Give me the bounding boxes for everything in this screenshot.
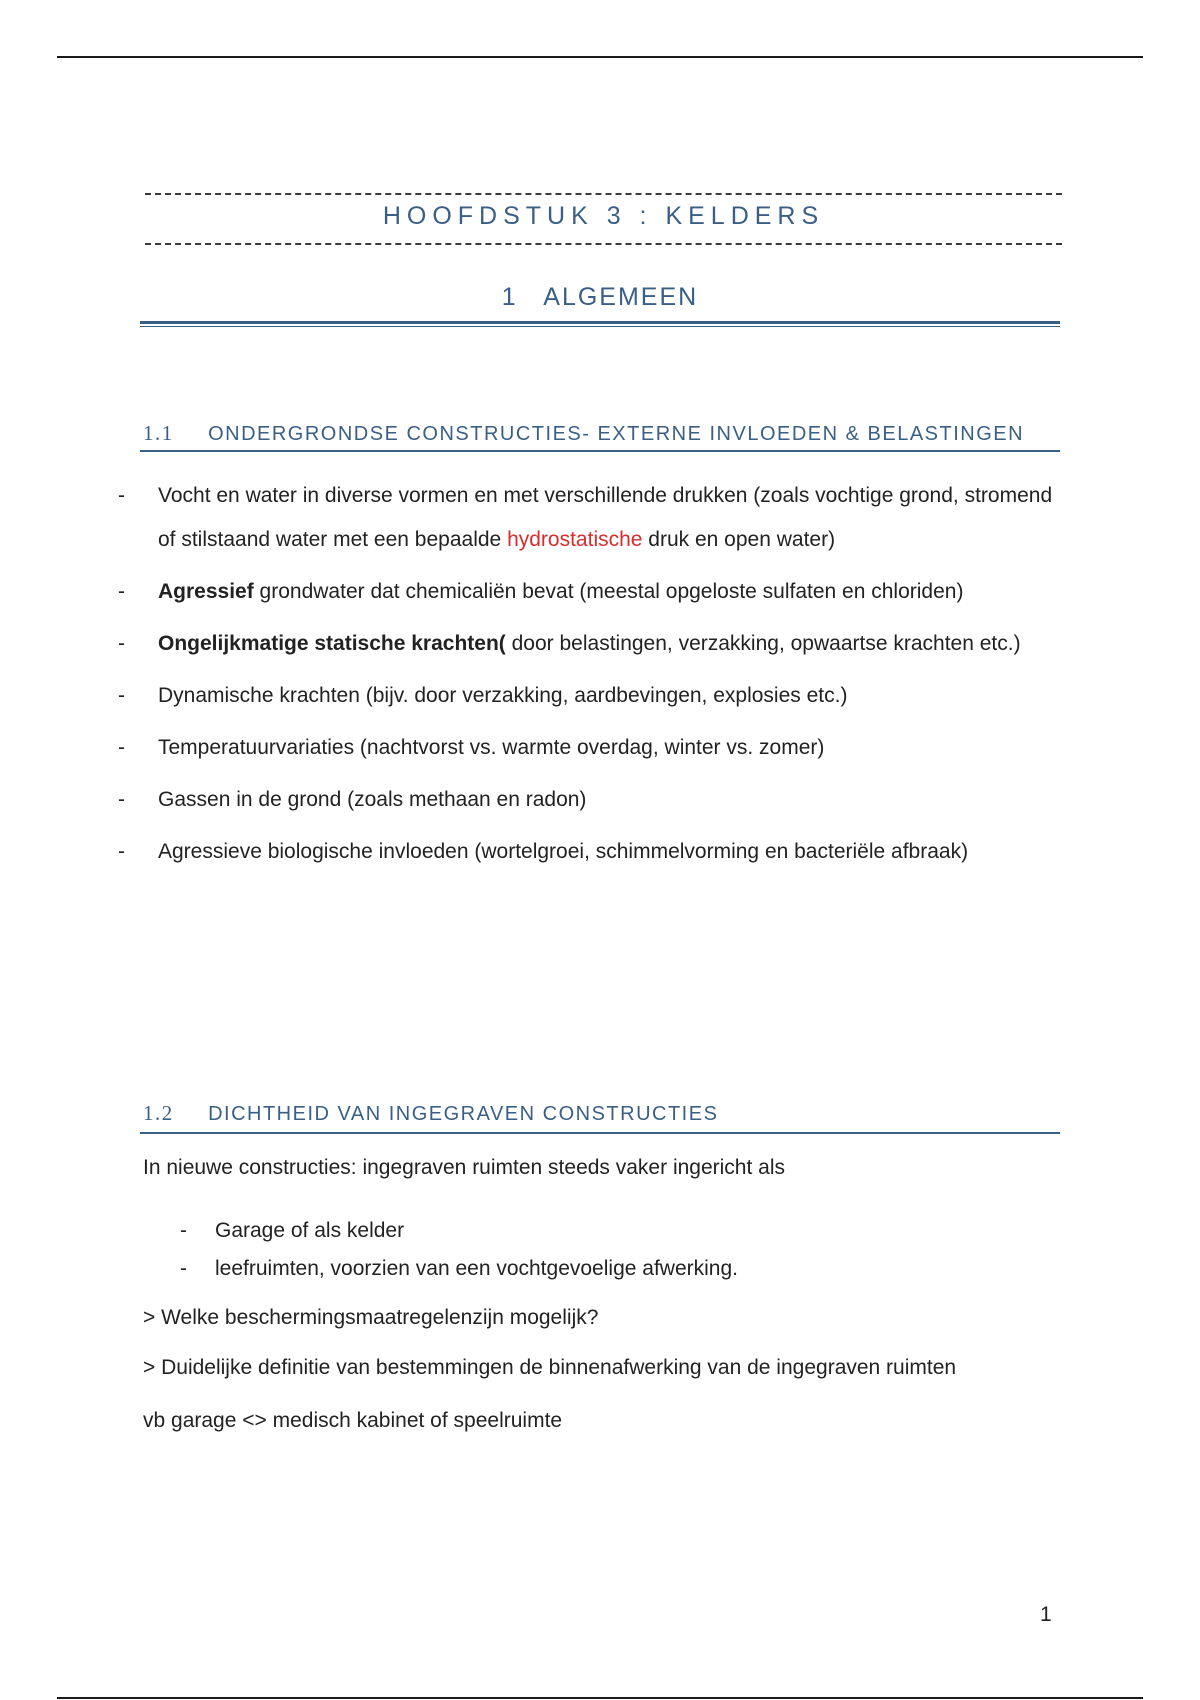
question-line-1: > Welke beschermingsmaatregelenzijn mogelijk? [143,1306,599,1329]
subsection-rule [140,450,1060,452]
intro-paragraph: In nieuwe constructies: ingegraven ruimten steeds vaker ingericht als [143,1156,785,1179]
section-rule [140,321,1060,324]
bullet-dash: - [118,788,125,811]
bullet-dash: - [180,1219,187,1242]
space-usage-list [180,1212,738,1288]
subsection-number: 1.1 [143,421,174,445]
footer-rule [57,1697,1143,1699]
list-item: - Vocht en water in diverse vormen en met verschillende drukken (zoals vochtige grond, stromend of stilstaand water met een bepaalde hydrostatische druk en open water) [118,474,1058,562]
list-item: - Gassen in de grond (zoals methaan en radon) [118,778,1058,822]
subsection-heading-1-2 [143,1101,1063,1126]
section-title: ALGEMEEN [543,283,699,311]
list-item: - leefruimten, voorzien van een vochtgevoelige afwerking. [180,1250,738,1288]
list-item: - Dynamische krachten (bijv. door verzakking, aardbevingen, explosies etc.) [118,674,1058,718]
bullet-dash: - [118,684,125,707]
dashed-divider-top [145,193,1062,195]
chapter-title: HOOFDSTUK 3 : KELDERS [382,202,825,230]
subsection-title: ONDERGRONDSE CONSTRUCTIES- EXTERNE INVLOEDEN & BELASTINGEN [208,423,1025,445]
bullet-dash: - [118,484,125,507]
subsection-title: DICHTHEID VAN INGEGRAVEN CONSTRUCTIES [208,1103,719,1125]
section-rule-thin [140,326,1060,327]
influences-list [118,474,1058,882]
section-heading [140,283,1060,312]
example-line: vb garage <> medisch kabinet of speelruimte [143,1409,563,1432]
bullet-dash: - [180,1257,187,1280]
section-number: 1 [501,283,518,311]
bullet-dash: - [118,840,125,863]
bold-term: Agressief [158,580,254,603]
list-item: - Agressieve biologische invloeden (wortelgroei, schimmelvorming en bacteriële afbraak) [118,830,1058,874]
question-line-2: > Duidelijke definitie van bestemmingen de binnenafwerking van de ingegraven ruimten [143,1356,957,1379]
bullet-dash: - [118,632,125,655]
chapter-heading-block [145,193,1062,246]
highlight-term: hydrostatische [507,528,643,551]
bullet-dash: - [118,736,125,759]
subsection-number: 1.2 [143,1101,174,1125]
list-item: - Ongelijkmatige statische krachten( door belastingen, verzakking, opwaartse krachten etc.) [118,622,1058,666]
subsection-rule [140,1132,1060,1134]
page-number: 1 [1040,1603,1052,1626]
list-item: - Garage of als kelder [180,1212,738,1250]
header-rule [57,56,1143,58]
bullet-dash: - [118,580,125,603]
list-item: - Temperatuurvariaties (nachtvorst vs. warmte overdag, winter vs. zomer) [118,726,1058,770]
subsection-heading-1-1 [143,421,1063,446]
dashed-divider-bottom [145,243,1062,245]
bold-term: Ongelijkmatige statische krachten( [158,632,506,655]
list-item: - Agressief grondwater dat chemicaliën bevat (meestal opgeloste sulfaten en chloriden) [118,570,1058,614]
